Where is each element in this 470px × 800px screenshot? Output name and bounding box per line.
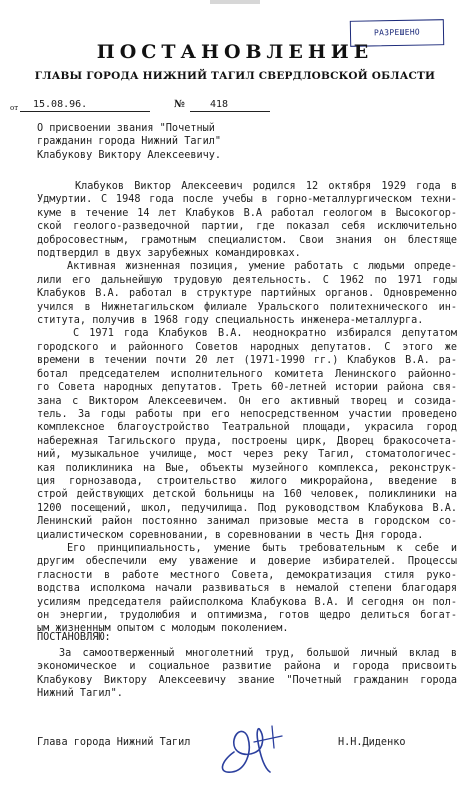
body-line: 1200 посещений, школ, педучилища. Под руководством Клабукова В.А. bbox=[37, 502, 457, 514]
body-line: другим обеспечили ему уважение и доверие избирателей. Процессы bbox=[37, 556, 457, 568]
resolution-line: За самоотверженный многолетний труд, большой личный вклад в bbox=[59, 648, 457, 659]
document-title: ПОСТАНОВЛЕНИЕ bbox=[96, 41, 374, 63]
body-paragraph bbox=[37, 327, 457, 542]
body-line: кая поликлиника на Вые, объекты музейного комплекса, реконструк- bbox=[37, 462, 457, 474]
resolution-line: Нижний Тагил". bbox=[37, 688, 123, 700]
body-line: Активная жизненная позиция, умение работать с людьми опреде- bbox=[67, 261, 457, 273]
body-line: ний, музыкальное училище, мост через реку Тагил, стоматологичес- bbox=[37, 449, 457, 461]
body-line: тель. За годы работы при его непосредственном участии проведено bbox=[37, 408, 457, 420]
body-line: учился в Нижнетагильском филиале Уральского политехнического ин- bbox=[37, 301, 457, 313]
body-line: зана с Виктором Алексеевичем. Он его активный творец и созида- bbox=[37, 395, 457, 407]
body-line: циалистическом соревновании, в соревновании в честь Дня города. bbox=[37, 529, 424, 541]
document-date: 15.08.96. bbox=[33, 99, 88, 110]
number-sign: № bbox=[174, 99, 185, 110]
body-line: Его принципиальность, умение быть требовательным к себе и bbox=[67, 542, 457, 554]
document-number: 418 bbox=[210, 99, 229, 110]
body-line: ской геолого-разведочной партии, где показал себя исключительно bbox=[37, 221, 457, 233]
resolution-block bbox=[37, 647, 457, 701]
subject-block bbox=[37, 122, 357, 162]
date-prefix: от bbox=[10, 104, 19, 112]
body-line: ция горнозавода, строительство жилого микрорайона, введение в bbox=[37, 475, 457, 487]
body-line: ститута, получив в 1968 году специальность инженера-металлурга. bbox=[37, 315, 424, 327]
body-line: городского и районного Советов народных депутатов. С этого же bbox=[37, 341, 457, 353]
subject-line: гражданин города Нижний Тагил" bbox=[37, 136, 222, 148]
body-line: времени в течении почти 20 лет (1971-1990 гг.) Клабуков В.А. ра- bbox=[37, 355, 457, 367]
document-body bbox=[37, 180, 457, 636]
signatory-name: Н.Н.Диденко bbox=[338, 737, 406, 748]
body-line: водства исполкома начали развиваться в немалой степени благодаря bbox=[37, 583, 457, 595]
resolution-line: Клабукову Виктору Алексеевичу звание "Почетный гражданин города bbox=[37, 674, 457, 686]
body-line: лили его дальнейшую трудовую деятельность. С 1962 по 1971 годы bbox=[37, 274, 457, 286]
body-line: добросовестным, грамотным специалистом. Свои знания он блестяще bbox=[37, 234, 457, 246]
resolution-line: экономическое и социальное развитие района и города присвоить bbox=[37, 661, 457, 673]
body-line: Клабуков В.А. работал в структуре партийных органов. Одновременно bbox=[37, 288, 457, 300]
body-line: подтвердил в двух зарубежных командировках. bbox=[37, 248, 301, 260]
signatory-role: Глава города Нижний Тагил bbox=[37, 737, 191, 748]
scan-smudge bbox=[210, 0, 260, 4]
resolution-heading: ПОСТАНОВЛЯЮ: bbox=[37, 632, 111, 643]
body-line: строй действующих детской больницы на 160 человек, поликлиники на bbox=[37, 489, 457, 501]
document-subtitle: ГЛАВЫ ГОРОДА НИЖНИЙ ТАГИЛ СВЕРДЛОВСКОЙ ОБЛАСТИ bbox=[34, 70, 436, 82]
handwritten-signature bbox=[212, 712, 292, 778]
body-line: Ленинский район постоянно занимал призовые места в городском со- bbox=[37, 516, 457, 528]
subject-line: Клабукову Виктору Алексеевичу. bbox=[37, 149, 222, 161]
body-line: С 1971 года Клабуков В.А. неоднократно избирался депутатом bbox=[73, 328, 457, 340]
body-line: го Совета народных депутатов. Треть 60-летней истории района свя- bbox=[37, 382, 457, 394]
body-paragraph bbox=[37, 260, 457, 327]
body-line: куме в течение 14 лет Клабуков В.А работал геологом в Высокогор- bbox=[37, 207, 457, 219]
body-line: гласности в работе местного Совета, демократизация стиля руко- bbox=[37, 569, 457, 581]
body-line: набережная Тагильского пруда, построены цирк, Дворец бракосочета- bbox=[37, 435, 457, 447]
body-paragraph bbox=[37, 542, 457, 636]
number-underline bbox=[190, 111, 270, 112]
body-line: усилиям председателя райисполкома Клабукова В.А. И сегодня он пол- bbox=[37, 596, 457, 608]
body-line: Клабуков Виктор Алексеевич родился 12 октября 1929 года в bbox=[75, 181, 457, 192]
body-paragraph bbox=[37, 180, 457, 260]
date-underline bbox=[20, 111, 150, 112]
body-line: ботал председателем исполнительного комитета Ленинского районно- bbox=[37, 368, 457, 380]
body-line: он энергии, трудолюбия и оптимизма, готов щедро делиться богат- bbox=[37, 610, 457, 621]
body-line: комплексное благоустройство Театральной площади, украсила город bbox=[37, 422, 457, 434]
subject-line: О присвоении звания "Почетный bbox=[37, 123, 215, 134]
body-line: Удмуртии. С 1948 года после учебы в горно-металлургическом техни- bbox=[37, 194, 457, 206]
body-line: ым жизненным опытом с молодым поколением. bbox=[37, 623, 289, 635]
permission-stamp: РАЗРЕШЕНО bbox=[350, 19, 444, 47]
